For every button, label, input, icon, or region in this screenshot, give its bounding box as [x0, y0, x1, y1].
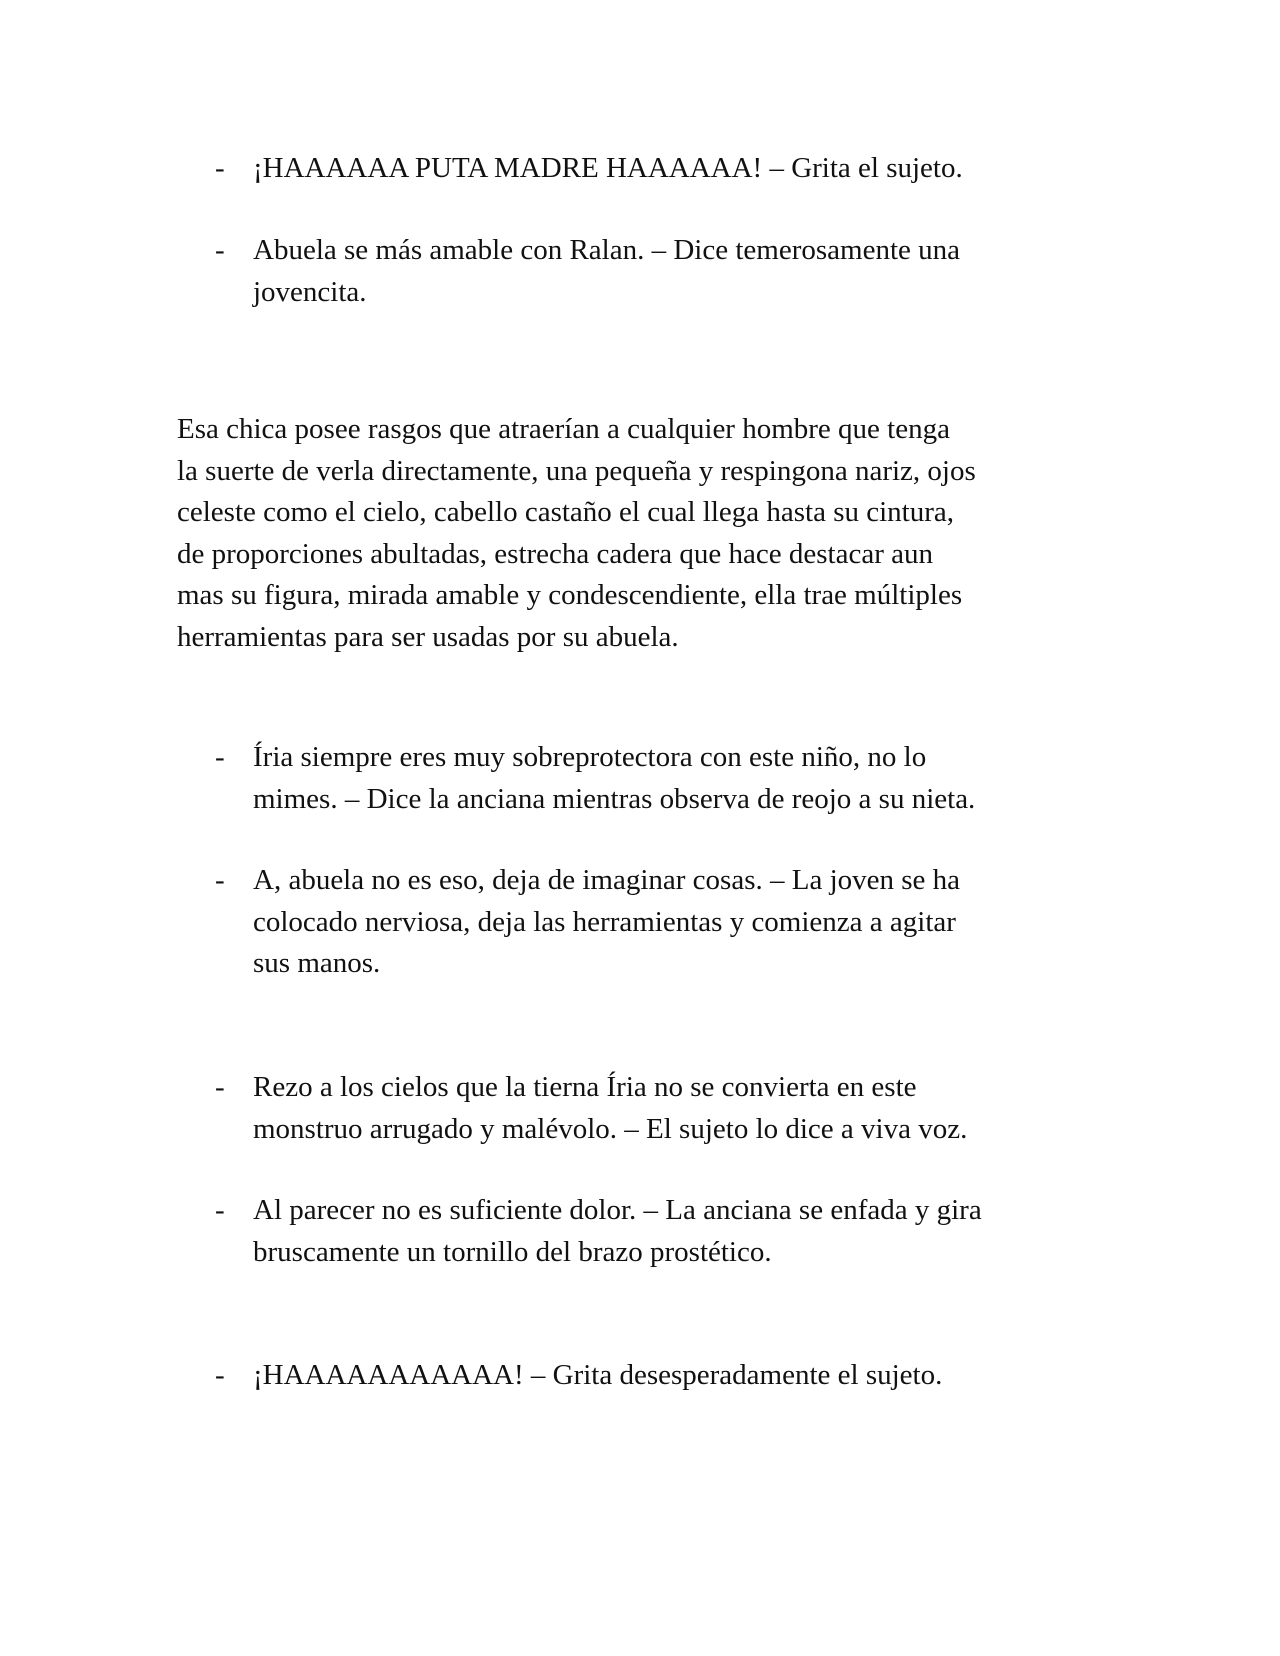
dialogue-text: Íria siempre eres muy sobreprotectora con este niño, no lo mimes. – Dice la anciana mientras observa de reojo a su nieta.	[253, 741, 976, 815]
dialogue-dash: -	[215, 152, 225, 184]
dialogue-dash: -	[215, 1071, 225, 1103]
dialogue-text: Rezo a los cielos que la tierna Íria no se convierta en este monstruo arrugado y malévolo. – El sujeto lo dice a viva voz.	[253, 1071, 968, 1145]
dialogue-text: ¡HAAAAAA PUTA MADRE HAAAAAA! – Grita el sujeto.	[253, 152, 963, 184]
dialogue-text: A, abuela no es eso, deja de imaginar cosas. – La joven se ha colocado nerviosa, deja las herramientas y comienza a agitar sus manos.	[253, 864, 961, 979]
dialogue-text: Al parecer no es suficiente dolor. – La anciana se enfada y gira bruscamente un tornillo del brazo prostético.	[253, 1194, 982, 1268]
dialogue-dash: -	[215, 864, 225, 896]
dialogue-text: ¡HAAAAAAAAAAA! – Grita desesperadamente el sujeto.	[253, 1359, 943, 1391]
dialogue-dash: -	[215, 1194, 225, 1226]
narrative-paragraph: Esa chica posee rasgos que atraerían a cualquier hombre que tenga la suerte de verla directamente, una pequeña y respingona nariz, ojos celeste como el cielo, cabello castaño el cual llega hasta su cintura, de proporciones abultadas, estrecha cadera que hace destacar aun mas su figura, mirada amable y condescendiente, ella trae múltiples herramientas para ser usadas por su abuela.	[177, 413, 976, 653]
dialogue-dash: -	[215, 234, 225, 266]
dialogue-dash: -	[215, 1359, 225, 1391]
dialogue-text: Abuela se más amable con Ralan. – Dice temerosamente una jovencita.	[253, 234, 961, 308]
dialogue-dash: -	[215, 741, 225, 773]
